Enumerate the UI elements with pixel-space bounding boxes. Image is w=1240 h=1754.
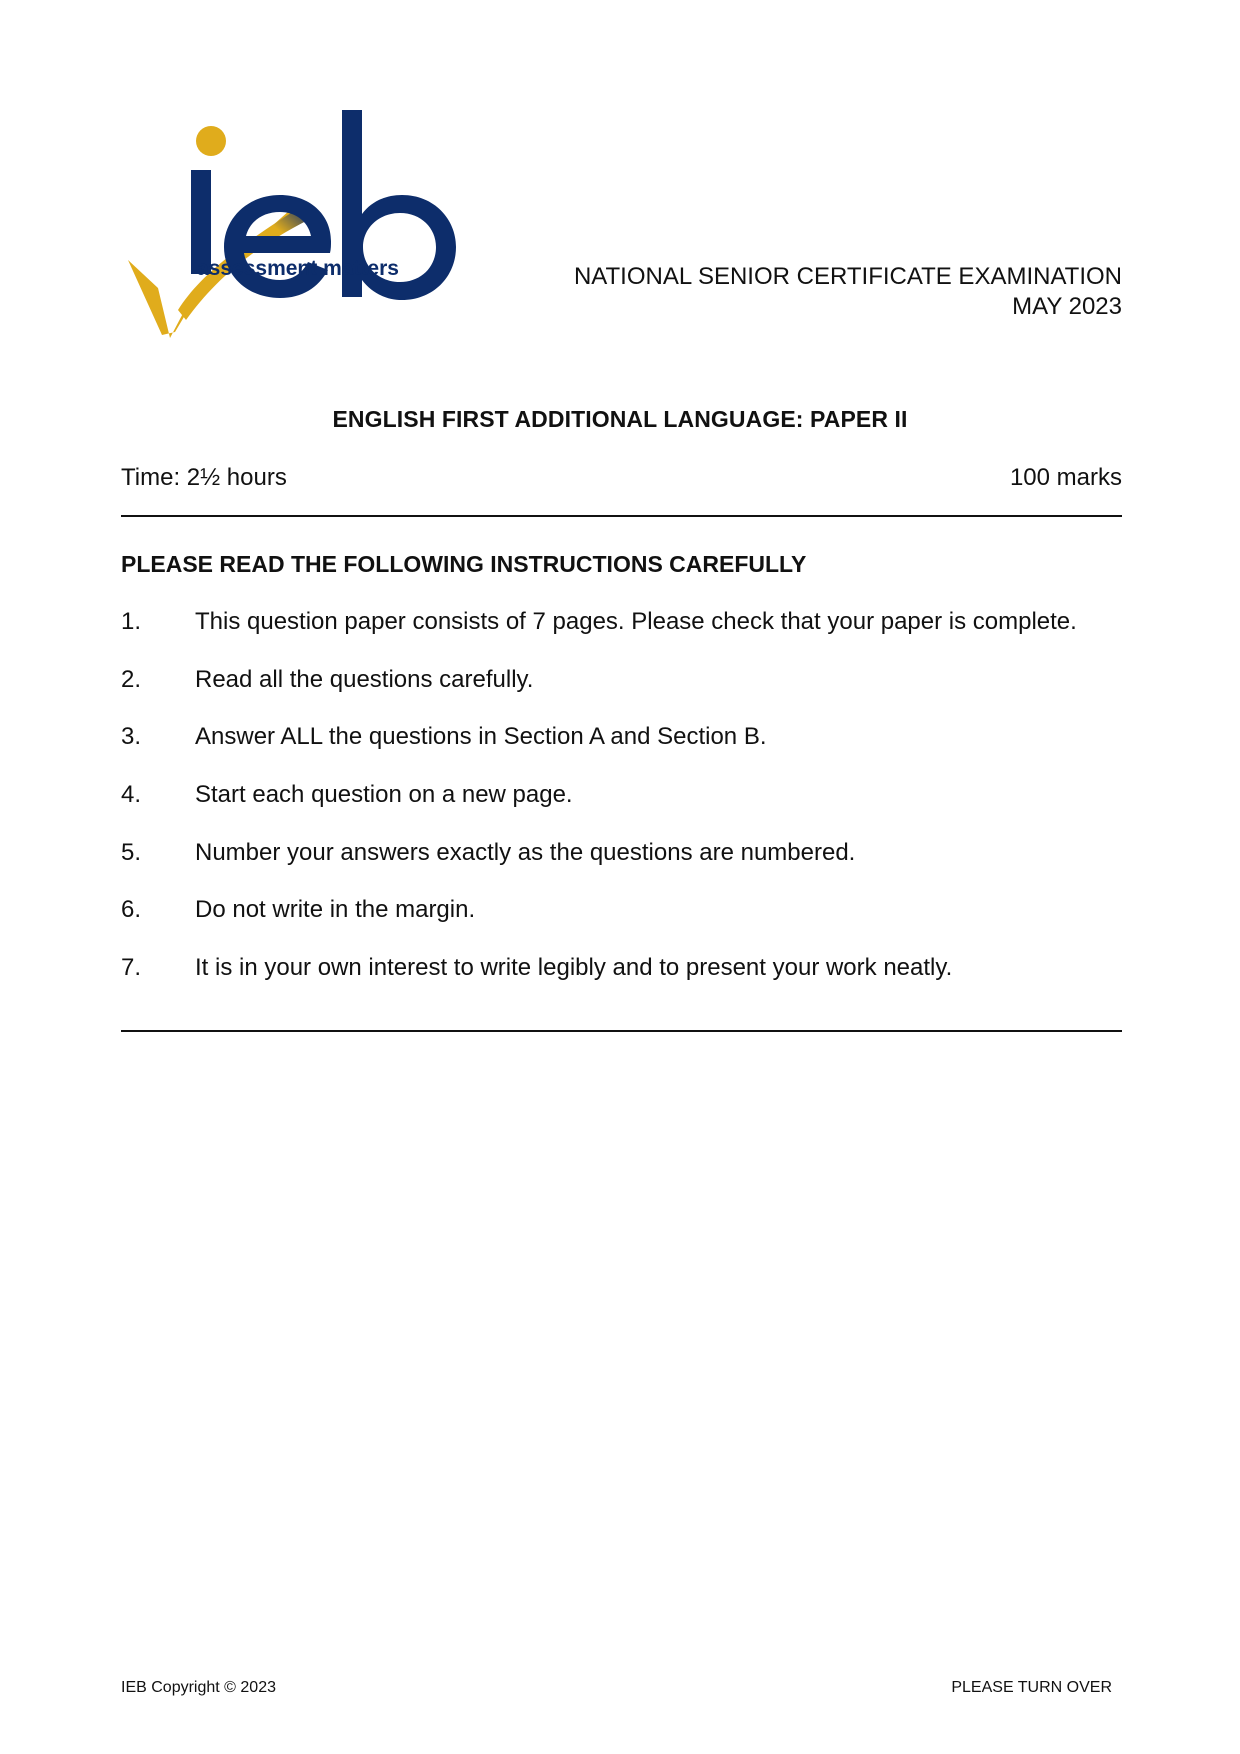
exam-session: MAY 2023 <box>1012 293 1122 320</box>
paper-meta <box>121 464 1122 492</box>
copyright-notice: IEB Copyright © 2023 <box>121 1679 276 1696</box>
instruction-item <box>121 780 1077 838</box>
instruction-item <box>121 607 1077 665</box>
turn-over-notice: PLEASE TURN OVER <box>951 1679 1112 1696</box>
divider-top <box>121 515 1122 517</box>
instructions-heading: PLEASE READ THE FOLLOWING INSTRUCTIONS CAREFULLY <box>121 551 807 577</box>
instructions-list <box>121 607 1077 1011</box>
instruction-item <box>121 722 1077 780</box>
exam-header <box>574 262 1122 322</box>
logo-tagline: assessment matters <box>197 257 399 280</box>
instruction-item <box>121 953 1077 1011</box>
instruction-item <box>121 838 1077 896</box>
instruction-number: 3. <box>121 723 142 751</box>
instruction-item <box>121 665 1077 723</box>
instruction-number: 4. <box>121 781 142 809</box>
instruction-text: It is in your own interest to write legibly and to present your work neatly. <box>195 954 953 982</box>
instruction-number: 6. <box>121 896 142 924</box>
ieb-logo <box>120 110 470 345</box>
total-marks: 100 marks <box>1009 464 1122 491</box>
instruction-text: Number your answers exactly as the questions are numbered. <box>195 838 856 866</box>
exam-name: NATIONAL SENIOR CERTIFICATE EXAMINATION <box>573 263 1122 290</box>
instruction-text: Answer ALL the questions in Section A and Section B. <box>195 723 767 751</box>
instruction-text: This question paper consists of 7 pages. Please check that your paper is complete. <box>195 608 1077 635</box>
page-footer <box>121 1679 1112 1697</box>
divider-bottom <box>121 1030 1122 1032</box>
instruction-number: 7. <box>121 954 142 982</box>
instruction-number: 2. <box>121 665 142 693</box>
instruction-text: Do not write in the margin. <box>195 896 476 924</box>
instruction-item <box>121 895 1077 953</box>
instruction-number: 1. <box>121 608 142 635</box>
paper-title: ENGLISH FIRST ADDITIONAL LANGUAGE: PAPER II <box>332 406 908 432</box>
instruction-text: Start each question on a new page. <box>195 781 573 809</box>
instruction-number: 5. <box>121 838 142 866</box>
time-allowed: Time: 2½ hours <box>121 464 287 491</box>
instruction-text: Read all the questions carefully. <box>195 665 534 693</box>
